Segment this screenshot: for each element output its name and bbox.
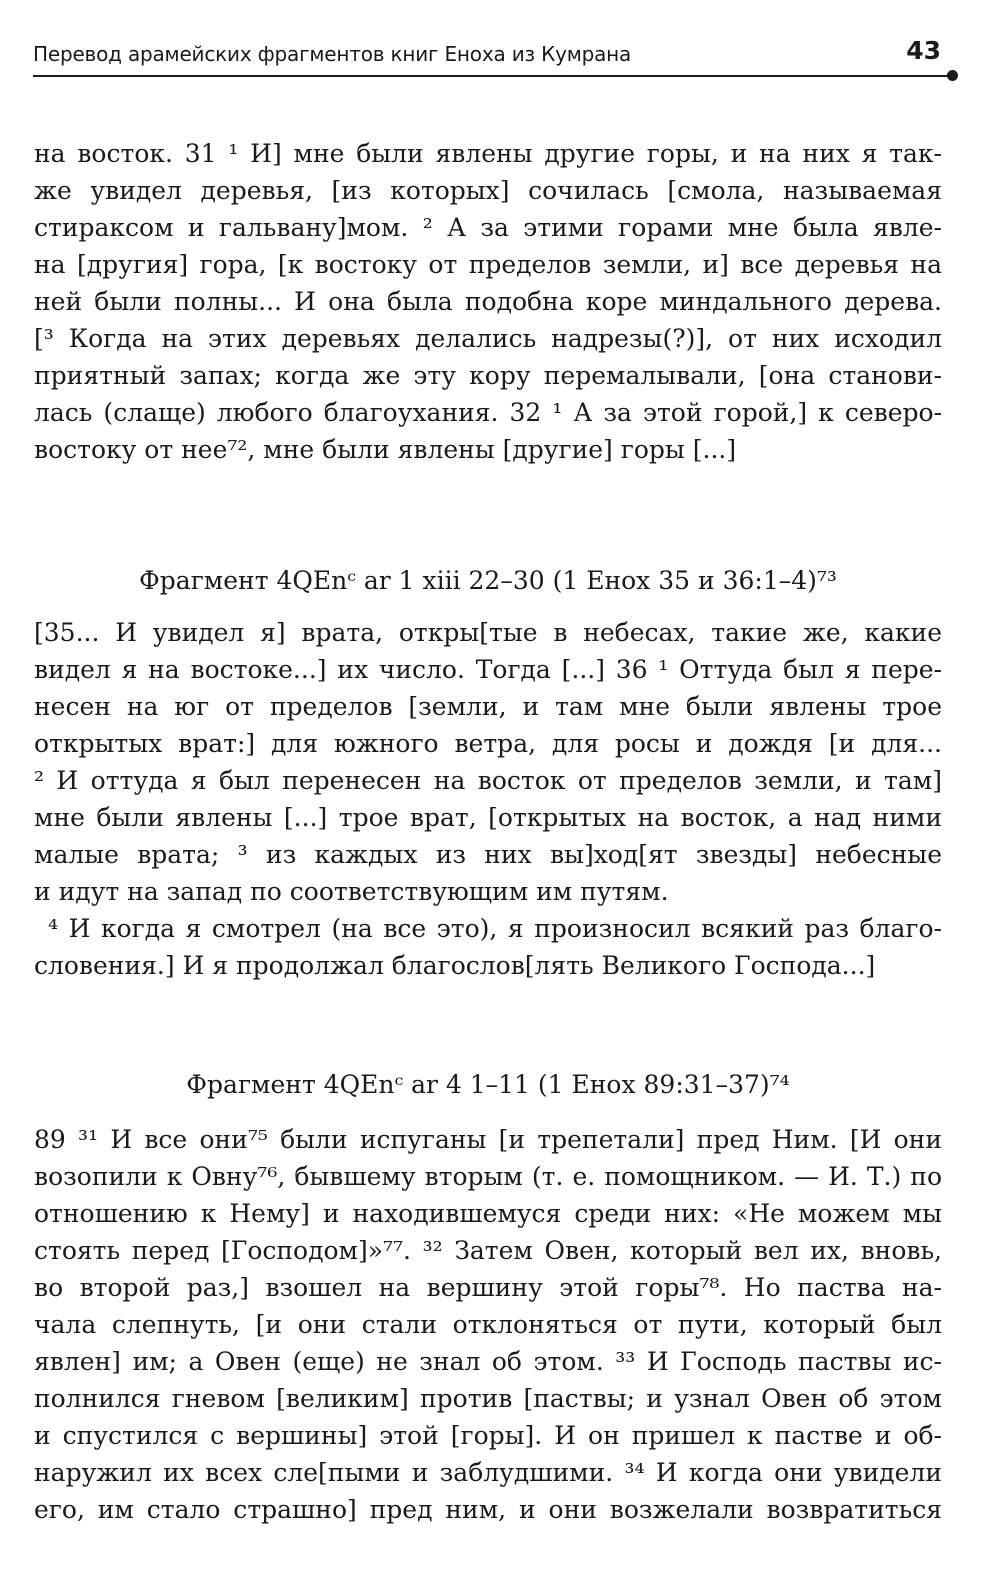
header-rule bbox=[33, 75, 953, 77]
text-line: и спустился с вершины] этой [горы]. И он пришел к пастве и об- bbox=[34, 1421, 942, 1450]
text-line: отношению к Нему] и находившемуся среди них: «Не можем мы bbox=[34, 1199, 942, 1228]
paragraph-block-3 bbox=[34, 1121, 942, 1528]
text-line: стоять перед [Господом]»⁷⁷. ³² Затем Овен, который вел их, вновь, bbox=[34, 1236, 942, 1265]
text-line: на [другия] гора, [к востоку от пределов земли, и] все деревья на bbox=[34, 250, 942, 279]
text-line: [³ Когда на этих деревьях делались надрезы(?)], от них исходил bbox=[34, 324, 942, 353]
text-line: наружил их всех сле[пыми и заблудшими. ³⁴ И когда они увидели bbox=[34, 1458, 942, 1487]
page-number: 43 bbox=[906, 36, 941, 65]
text-line: словения.] И я продолжал благослов[лять Великого Господа...] bbox=[34, 951, 876, 980]
text-line: ⁴ И когда я смотрел (на все это), я произносил всякий раз благо- bbox=[48, 914, 942, 943]
text-line: открытых врат:] для южного ветра, для росы и дождя [и для... bbox=[34, 729, 942, 758]
text-line: мне были явлены [...] трое врат, [открытых на восток, а над ними bbox=[34, 803, 942, 832]
text-line: несен на юг от пределов [земли, и там мне были явлены трое bbox=[34, 692, 942, 721]
fragment-heading-1: Фрагмент 4QEnᶜ ar 1 xiii 22–30 (1 Енох 35 и 36:1–4)⁷³ bbox=[139, 566, 837, 595]
running-head-title: Перевод арамейских фрагментов книг Еноха из Кумрана bbox=[33, 42, 632, 66]
text-line: [35... И увидел я] врата, откры[тые в небесах, такие же, какие bbox=[34, 618, 942, 647]
text-line: ² И оттуда я был перенесен на восток от пределов земли, и там] bbox=[34, 766, 942, 795]
fragment-heading-2: Фрагмент 4QEnᶜ ar 4 1–11 (1 Енох 89:31–37)⁷⁴ bbox=[186, 1070, 790, 1099]
header-rule-dot bbox=[947, 70, 958, 81]
text-line: его, им стало страшно] пред ним, и они возжелали возвратиться bbox=[34, 1495, 942, 1524]
text-line: лась (слаще) любого благоухания. 32 ¹ А за этой горой,] к северо- bbox=[34, 398, 942, 427]
paragraph-block-2 bbox=[34, 614, 942, 984]
text-line: во второй раз,] взошел на вершину этой горы⁷⁸. Но паства на- bbox=[34, 1273, 942, 1302]
text-line: возопили к Овну⁷⁶, бывшему вторым (т. е. помощником. — И. Т.) по bbox=[34, 1162, 942, 1191]
text-line: востоку от нее⁷², мне были явлены [другие] горы [...] bbox=[34, 435, 737, 464]
text-line: полнился гневом [великим] против [паствы; и узнал Овен об этом bbox=[34, 1384, 942, 1413]
text-line: стираксом и гальвану]мом. ² А за этими горами мне была явле- bbox=[34, 213, 942, 242]
text-line: и идут на запад по соответствующим им путям. bbox=[34, 877, 669, 906]
text-line: малые врата; ³ из каждых из них вы]ход[ят звезды] небесные bbox=[34, 840, 942, 869]
text-line: на восток. 31 ¹ И] мне были явлены другие горы, и на них я так- bbox=[34, 139, 942, 168]
text-line: видел я на востоке...] их число. Тогда [...] 36 ¹ Оттуда был я пере- bbox=[34, 655, 942, 684]
text-line: же увидел деревья, [из которых] сочилась [смола, называемая bbox=[34, 176, 942, 205]
text-line: ней были полны... И она была подобна коре миндального дерева. bbox=[34, 287, 942, 316]
text-line: чала слепнуть, [и они стали отклоняться от пути, который был bbox=[34, 1310, 942, 1339]
text-line: явлен] им; а Овен (еще) не знал об этом. ³³ И Господь паствы ис- bbox=[34, 1347, 942, 1376]
text-line: приятный запах; когда же эту кору перемалывали, [она станови- bbox=[34, 361, 942, 390]
text-line: 89 ³¹ И все они⁷⁵ были испуганы [и трепетали] пред Ним. [И они bbox=[34, 1125, 942, 1154]
paragraph-block-1 bbox=[34, 135, 942, 468]
running-head bbox=[33, 36, 959, 76]
